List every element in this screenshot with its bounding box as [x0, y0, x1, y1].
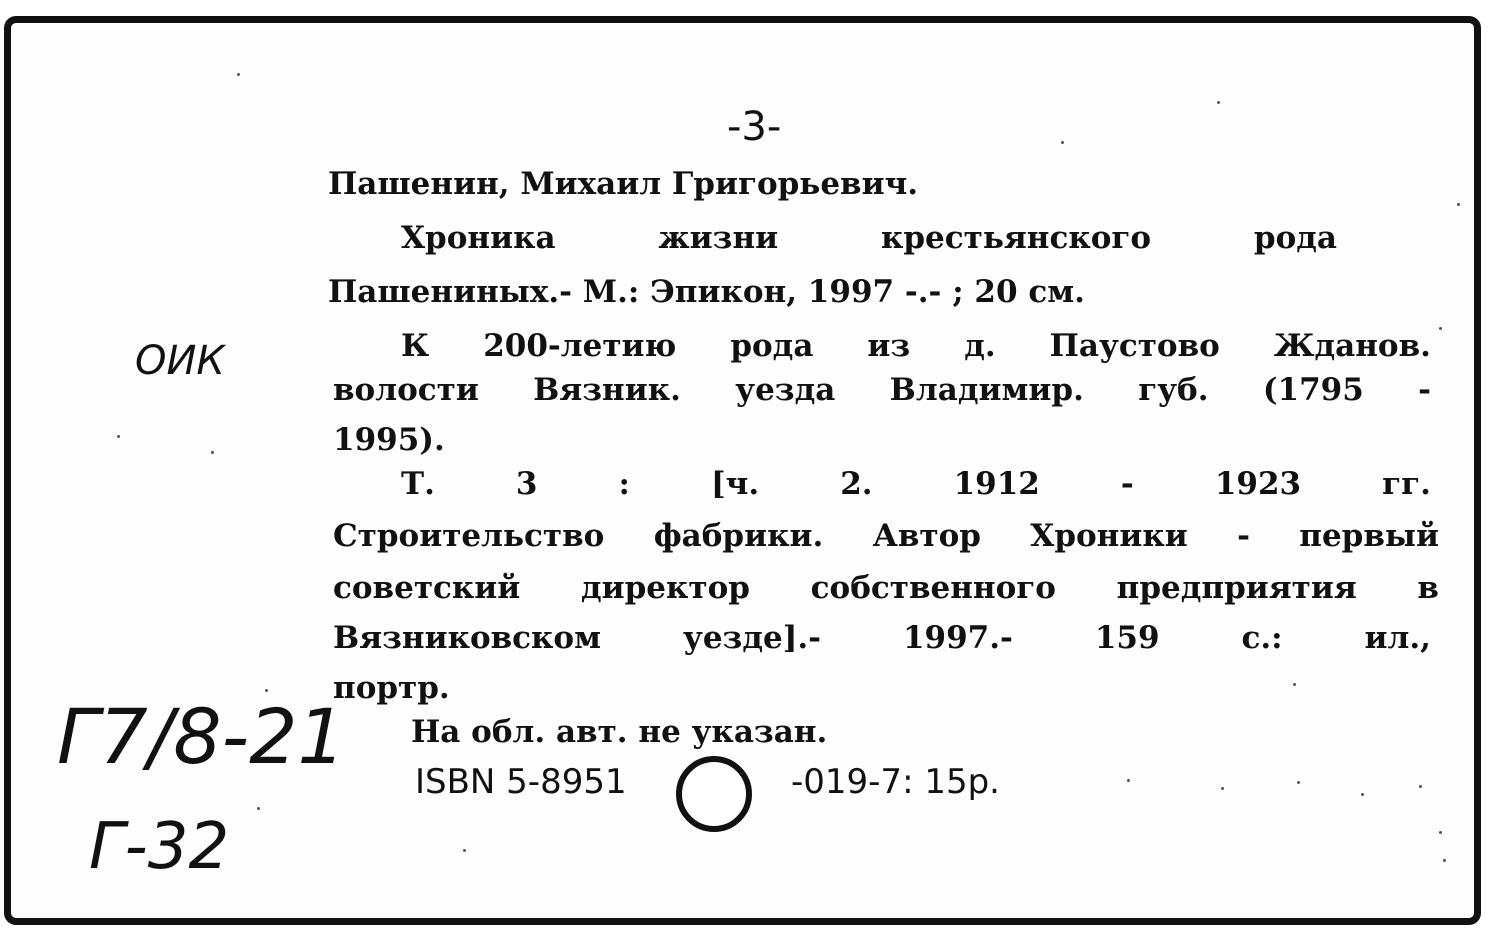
word: 2. — [840, 466, 873, 502]
scan-speck — [463, 849, 466, 852]
word: крестьянского — [880, 220, 1152, 256]
title-line — [401, 220, 1337, 256]
word: 159 — [1094, 620, 1160, 656]
word: в — [1417, 570, 1439, 606]
page-number: -3- — [727, 104, 782, 150]
word: жизни — [658, 220, 779, 256]
note-line-2 — [333, 372, 1431, 408]
word: [ч. — [711, 466, 760, 502]
scan-speck — [1439, 831, 1442, 834]
cover-note: На обл. авт. не указан. — [411, 714, 828, 750]
word: Паустово — [1049, 328, 1220, 364]
word: д. — [964, 328, 996, 364]
word: - — [1237, 518, 1250, 554]
word: Хроники — [1030, 518, 1188, 554]
word: предприятия — [1116, 570, 1357, 606]
word: 1912 — [953, 466, 1040, 502]
margin-mark-oik: ОИК — [135, 338, 225, 384]
author-heading: Пашенин, Михаил Григорьевич. — [328, 166, 919, 202]
word: Хроника — [401, 220, 556, 256]
scan-speck — [1127, 779, 1130, 782]
word: 1923 — [1214, 466, 1302, 502]
word: Строительство — [333, 518, 605, 554]
word: рода — [730, 328, 814, 364]
word: собственного — [810, 570, 1056, 606]
isbn-right: -019-7: 15р. — [791, 762, 1000, 802]
word: директор — [580, 570, 750, 606]
note-line-3: 1995). — [333, 422, 445, 458]
isbn-left: ISBN 5-8951 — [415, 762, 627, 802]
word: советский — [333, 570, 521, 606]
word: (1795 — [1262, 372, 1364, 408]
word: Вязниковском — [333, 620, 602, 656]
imprint-line: Пашениных.- М.: Эпикон, 1997 -.- ; 20 см. — [328, 274, 1085, 310]
punch-hole — [676, 756, 752, 832]
word: Т. — [401, 466, 435, 502]
volume-line-3 — [333, 570, 1439, 606]
word: Владимир. — [889, 372, 1084, 408]
word: Вязник. — [533, 372, 681, 408]
volume-line-4 — [333, 620, 1431, 656]
word: фабрики. — [653, 518, 824, 554]
volume-line-5: портр. — [333, 670, 450, 706]
word: 200-летию — [483, 328, 677, 364]
word: гг. — [1382, 466, 1431, 502]
word: первый — [1299, 518, 1439, 554]
scan-speck — [211, 451, 214, 454]
word: : — [618, 466, 630, 502]
word: уезде].- — [682, 620, 822, 656]
word: Жданов. — [1273, 328, 1431, 364]
scan-speck — [257, 807, 260, 810]
scan-speck — [1419, 785, 1422, 788]
word: волости — [333, 372, 479, 408]
scan-speck — [1443, 859, 1446, 862]
cutter-mark: Г-32 — [89, 810, 230, 884]
scan-speck — [1457, 203, 1460, 206]
word: рода — [1253, 220, 1337, 256]
word: из — [867, 328, 911, 364]
scan-speck — [1297, 781, 1300, 784]
scan-speck — [1221, 787, 1224, 790]
word: уезда — [735, 372, 836, 408]
word: ил., — [1364, 620, 1431, 656]
word: с.: — [1241, 620, 1283, 656]
word: К — [401, 328, 430, 364]
shelf-mark: Г7/8-21 — [57, 692, 346, 781]
word: 1997.- — [902, 620, 1013, 656]
scan-speck — [1217, 101, 1220, 104]
scan-speck — [1061, 141, 1064, 144]
word: 3 — [515, 466, 538, 502]
note-line-1 — [401, 328, 1431, 364]
word: губ. — [1138, 372, 1209, 408]
scan-speck — [1361, 793, 1364, 796]
volume-line-1 — [401, 466, 1431, 502]
scan-speck — [237, 73, 240, 76]
scan-speck — [265, 689, 268, 692]
word: - — [1120, 466, 1134, 502]
catalog-card — [4, 16, 1481, 925]
scan-speck — [117, 435, 120, 438]
scan-speck — [1439, 327, 1442, 330]
word: Автор — [872, 518, 981, 554]
volume-line-2 — [333, 518, 1439, 554]
scan-speck — [1293, 683, 1296, 686]
word: - — [1418, 372, 1431, 408]
